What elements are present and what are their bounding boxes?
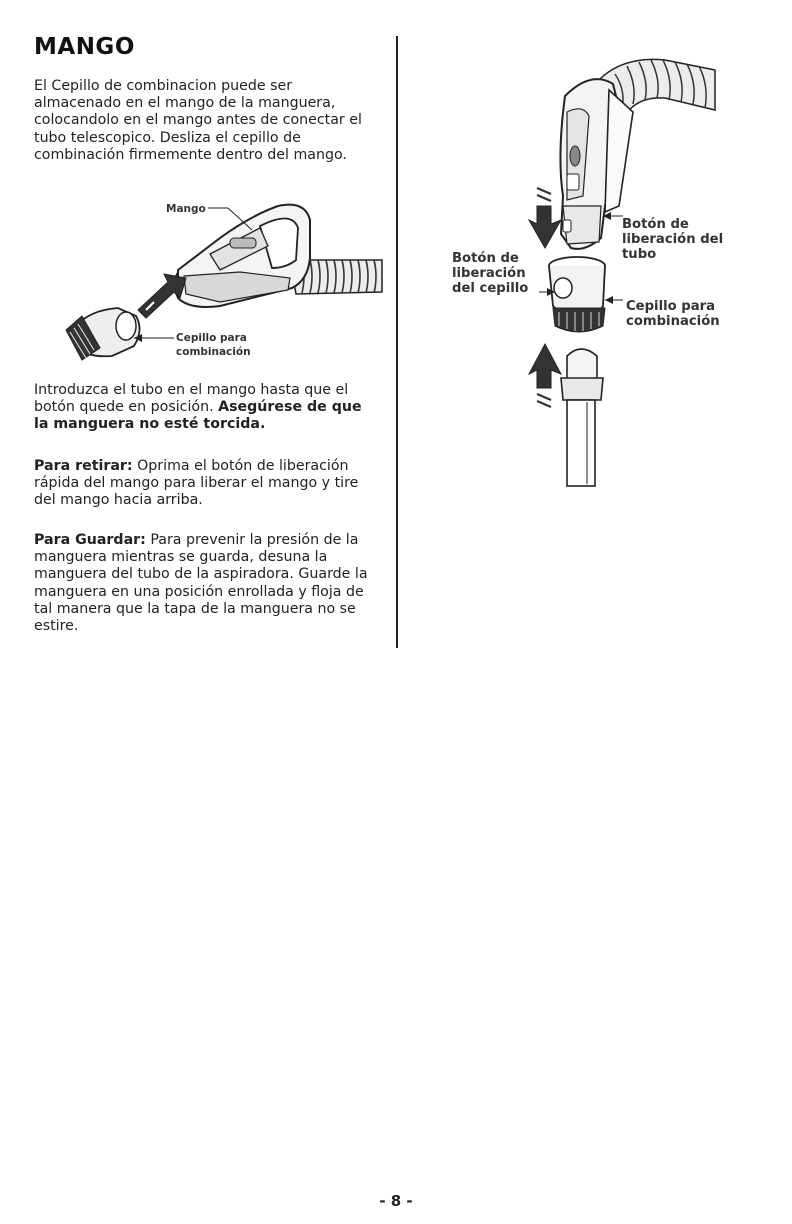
handle-label: Mango: [166, 203, 206, 215]
up-arrow-icon: [529, 344, 561, 407]
combination-brush-label: Cepillo para combinación: [176, 332, 251, 358]
insert-arrow-icon: [138, 274, 186, 318]
combination-brush-illustration: [549, 257, 605, 332]
store-paragraph: Para Guardar: Para prevenir la presión de la manguera mientras se guarda, desuna la manguera del tubo de la aspiradora. Guarde la manguera en una posición enrollada y floja de tal manera que la tapa de la manguera no se estire.: [34, 532, 368, 635]
hose-handle-illustration: [174, 205, 310, 307]
insert-paragraph: Introduzca el tubo en el mango hasta que el botón quede en posición. Asegúrese de que la manguera no esté torcida.: [34, 382, 362, 433]
page-title: MANGO: [34, 34, 135, 60]
down-arrow-icon: [529, 188, 561, 248]
remove-paragraph: Para retirar: Oprima el botón de liberación rápida del mango para liberar el mango y tire del mango hacia arriba.: [34, 458, 359, 509]
telescopic-tube-illustration: [561, 349, 603, 486]
combo-brush-label: Cepillo para combinación: [626, 299, 720, 330]
brush-release-label: Botón de liberación del cepillo: [452, 251, 529, 297]
page-number: - 8 -: [379, 1192, 413, 1210]
tube-release-label: Botón de liberación del tubo: [622, 217, 724, 263]
combination-brush-illustration: [66, 308, 140, 360]
column-divider: [396, 36, 398, 648]
intro-paragraph: El Cepillo de combinacion puede ser almacenado en el mango de la manguera, colocandolo en el mango antes de conectar el tubo telescopico. Desliza el cepillo de combinación firmemente dentro del mango.: [34, 78, 362, 163]
